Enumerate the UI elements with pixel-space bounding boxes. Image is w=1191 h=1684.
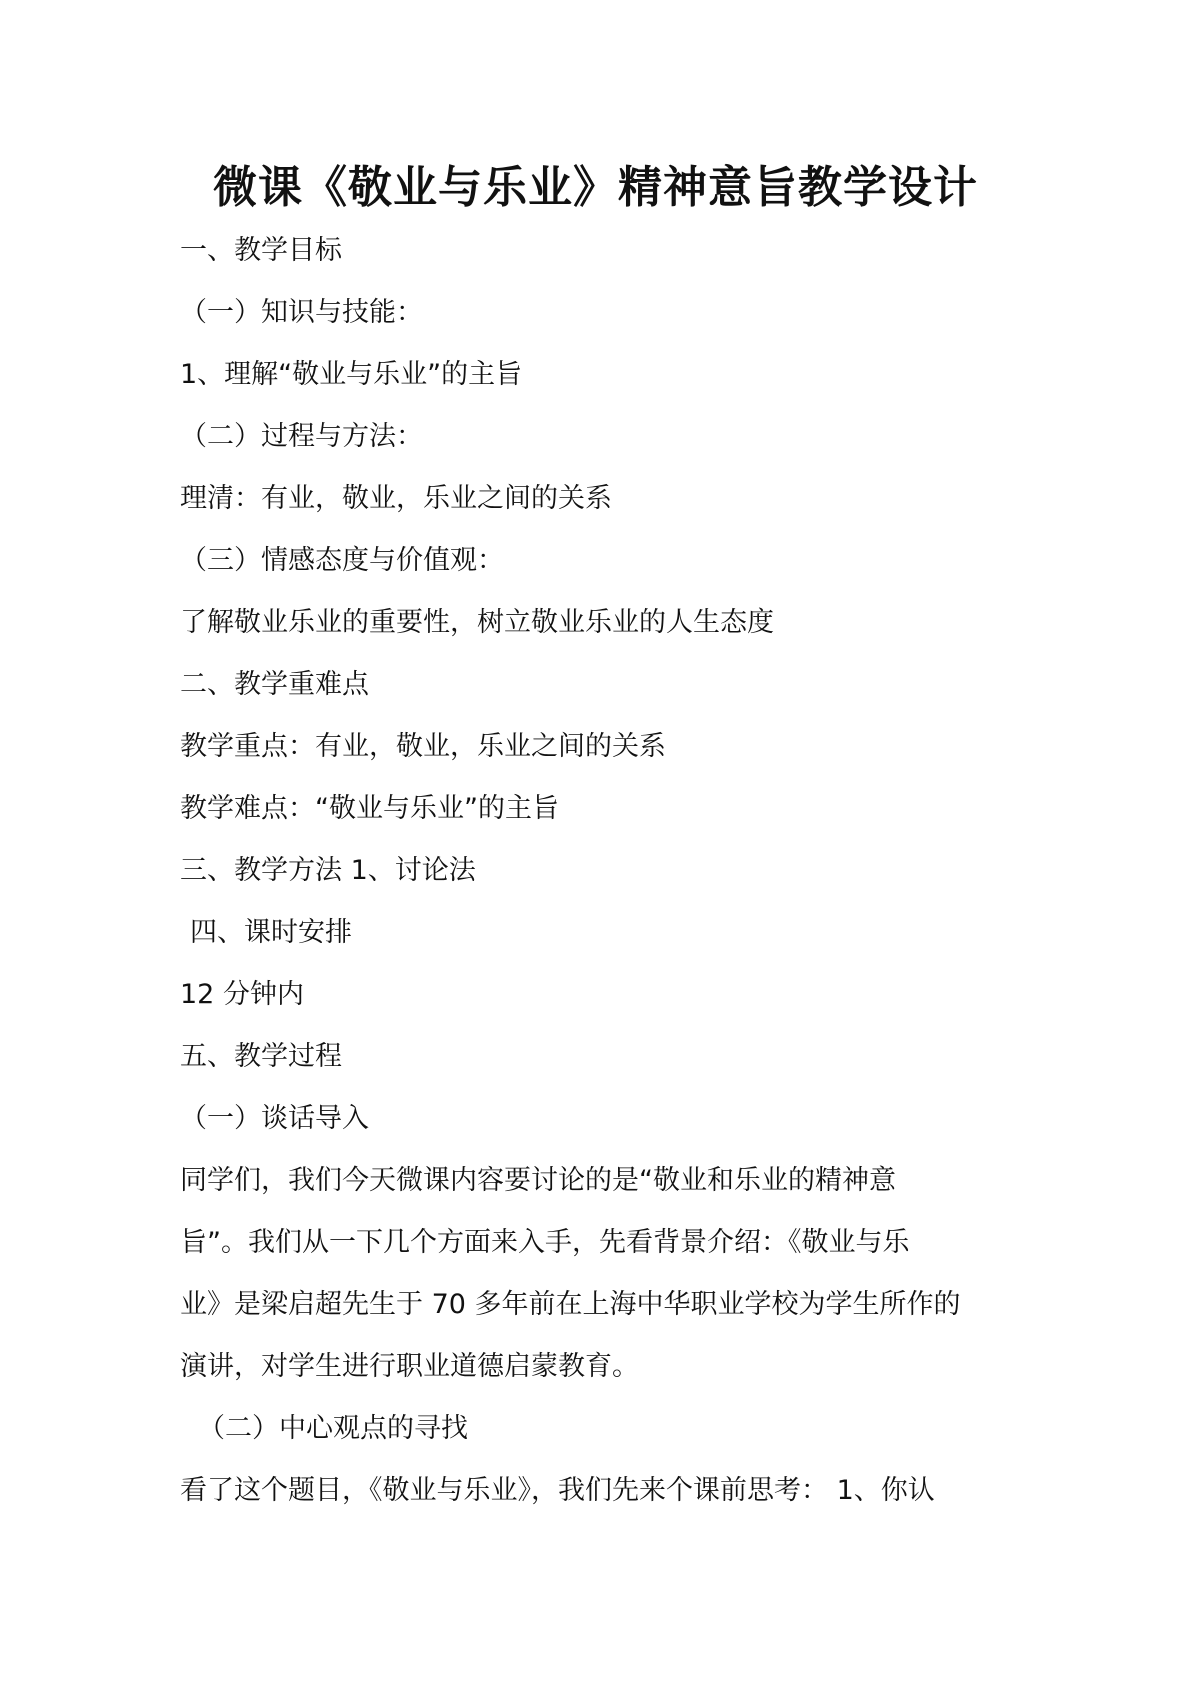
paragraph-line: 同学们，我们今天微课内容要讨论的是“敬业和乐业的精神意	[180, 1165, 896, 1196]
section-heading-schedule: 四、课时安排	[190, 917, 352, 948]
paragraph-line: 教学重点：有业，敬业，乐业之间的关系	[180, 731, 666, 762]
paragraph-line: 演讲，对学生进行职业道德启蒙教育。	[180, 1351, 639, 1382]
paragraph-line: 业》是梁启超先生于 70 多年前在上海中华职业学校为学生所作的	[180, 1289, 961, 1320]
subheading-central-idea: （二）中心观点的寻找	[198, 1413, 468, 1444]
paragraph-line: 旨”。我们从一下几个方面来入手，先看背景介绍：《敬业与乐	[180, 1227, 910, 1258]
paragraph-line: 教学难点：“敬业与乐业”的主旨	[180, 793, 559, 824]
paragraph-line: 了解敬业乐业的重要性，树立敬业乐业的人生态度	[180, 607, 774, 638]
paragraph-line: 12 分钟内	[180, 979, 304, 1010]
section-heading-methods: 三、教学方法 1、讨论法	[180, 855, 476, 886]
section-heading-objectives: 一、教学目标	[180, 235, 342, 266]
subheading-knowledge-skills: （一）知识与技能：	[180, 297, 423, 328]
section-heading-process: 五、教学过程	[180, 1041, 342, 1072]
subheading-introduction: （一）谈话导入	[180, 1103, 369, 1134]
paragraph-line: 理清：有业，敬业，乐业之间的关系	[180, 483, 612, 514]
document-title: 微课《敬业与乐业》精神意旨教学设计	[213, 162, 978, 213]
subheading-process-method: （二）过程与方法：	[180, 421, 423, 452]
paragraph-line: 1、理解“敬业与乐业”的主旨	[180, 359, 523, 390]
paragraph-line: 看了这个题目，《敬业与乐业》，我们先来个课前思考： 1、你认	[180, 1475, 935, 1506]
section-heading-key-points: 二、教学重难点	[180, 669, 369, 700]
subheading-emotion-values: （三）情感态度与价值观：	[180, 545, 504, 576]
